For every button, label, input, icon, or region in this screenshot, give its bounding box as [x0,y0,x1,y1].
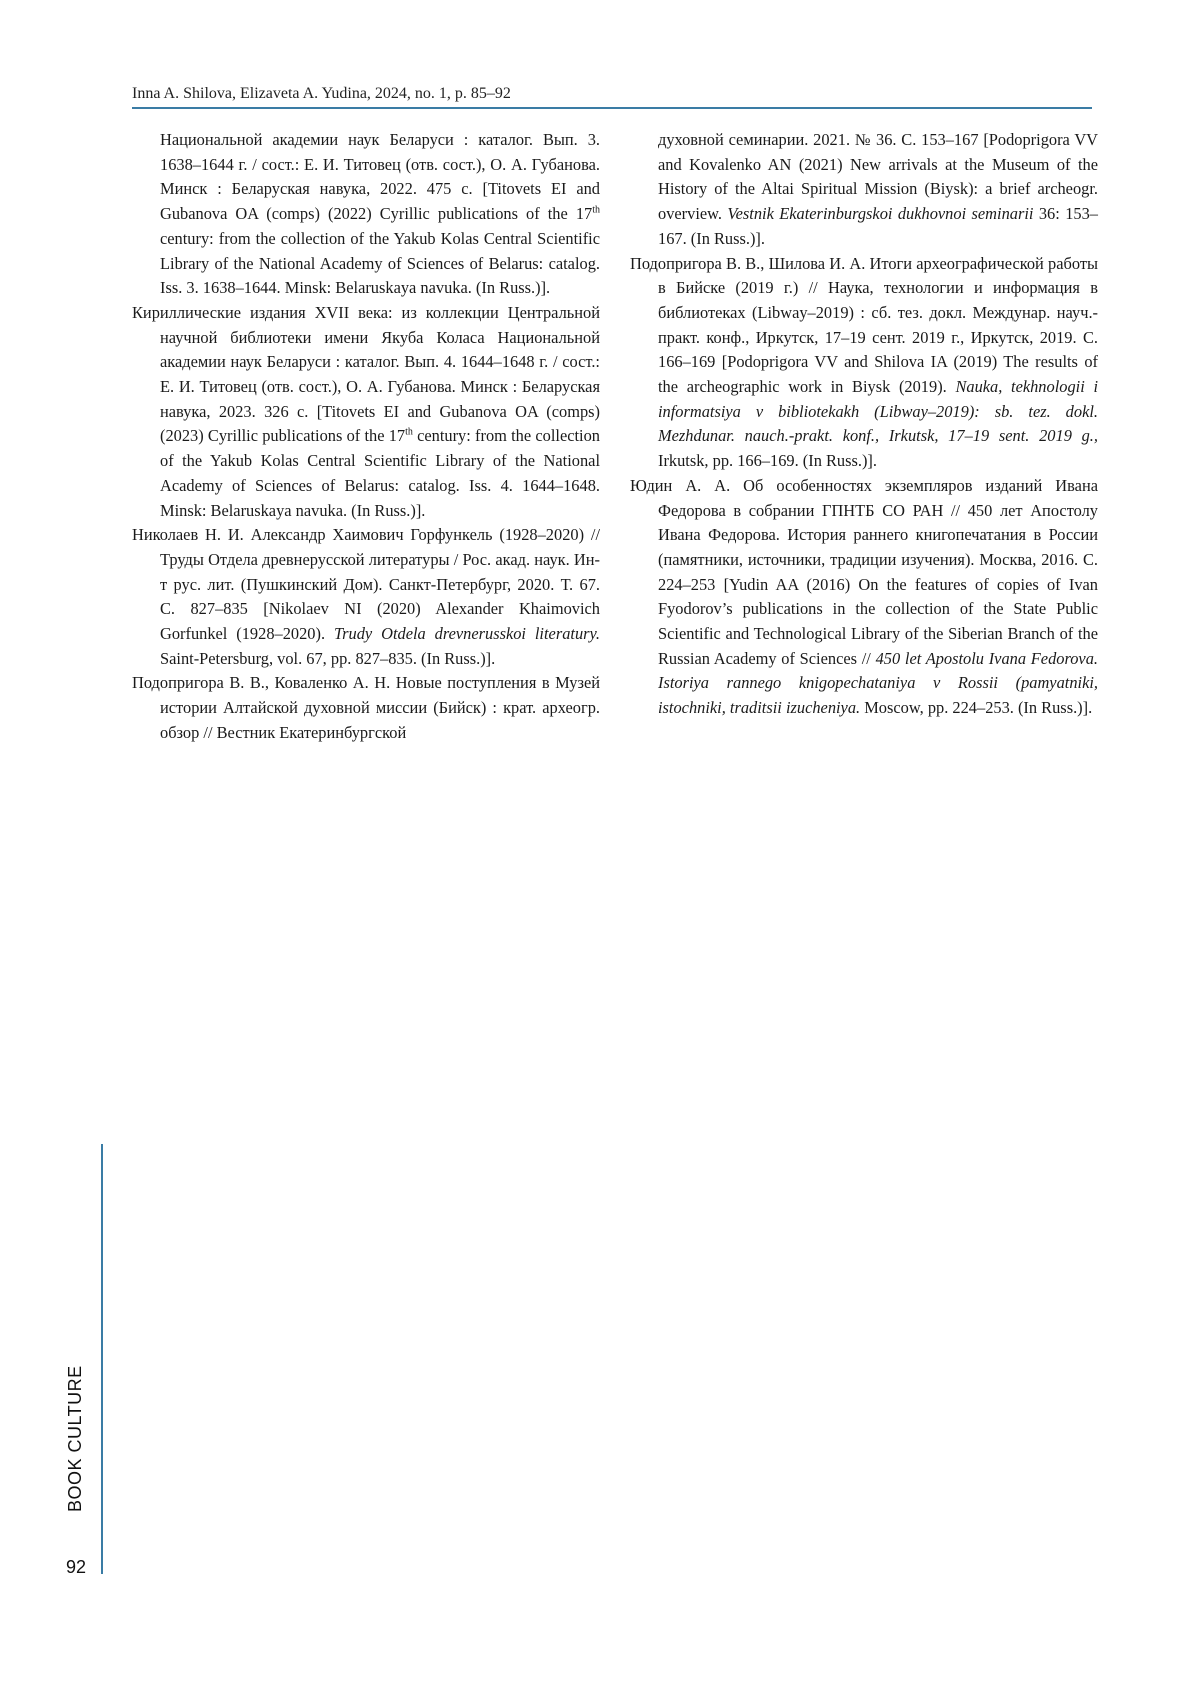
reference-italic-title: Nauka, tekhnologii i informatsiya v bibliotekakh (Libway–2019): sb. tez. dokl. Mezhdunar. nauch.-prakt. konf., Irkutsk, 17–19 sent. 2019 g., [658,377,1098,446]
superscript: th [405,426,413,438]
reference-text: century: from the collection of the Yakub Kolas Central Scientific Library of the National Academy of Sciences of Belarus: catalog. Iss. 3. 1638–1644. Minsk: Belaruskaya navuka. (In Russ.)]. [160,228,600,298]
references-column-left [132,128,600,746]
reference-text: century: from the collection of the Yakub Kolas Central Scientific Library of the National Academy of Sciences of Belarus: catalog. Iss. 4. 1644–1648. Minsk: Belaruskaya navuka. (In Russ.)]. [160,426,600,520]
reference-text: Николаев Н. И. Александр Хаимович Горфункель (1928–2020) // Труды Отдела древнерусской литературы / Рос. акад. наук. Ин-т рус. лит. (Пушкинский Дом). Санкт-Петербург, 2020. Т. 67. С. 827–835 [Nikolaev NI (2020) Alexander Khaimovich Gorfunkel (1928–2020). [132,525,600,644]
reference-item [132,301,600,523]
reference-text: Moscow, pp. 224–253. (In Russ.)]. [860,698,1093,718]
side-rule [101,1144,103,1574]
reference-item [630,474,1098,721]
running-head: Inna A. Shilova, Elizaveta A. Yudina, 2024, no. 1, p. 85–92 [132,85,511,102]
reference-item [132,523,600,671]
page-number: 92 [66,1557,87,1577]
reference-item [132,128,600,301]
header-rule [132,107,1092,109]
reference-text: Saint-Petersburg, vol. 67, pp. 827–835. (In Russ.)]. [160,648,496,668]
reference-text: Подопригора В. В., Шилова И. А. Итоги археографической работы в Бийске (2019 г.) // Наука, технологии и информация в библиотеках (Libway–2019) : сб. тез. докл. Междунар. науч.-практ. конф., Иркутск, 17–19 сент. 2019 г., Иркутск, 2019. С. 166–169 [Podoprigora VV and Shilova IA (2019) The results of the archeographic work in Biysk (2019). [630,253,1098,397]
reference-text: духовной семинарии. 2021. № 36. С. 153–167 [Podoprigora VV and Kovalenko AN (2021) New arrivals at the Museum of the History of the Altai Spiritual Mission (Biysk): a brief archeogr. overview. [658,130,1098,224]
reference-text: Кириллические издания XVII века: из коллекции Центральной научной библиотеки имени Якуба Коласа Национальной академии наук Беларуси : каталог. Вып. 4. 1644–1648 г. / сост.: Е. И. Титовец (отв. сост.), О. А. Губанова. Минск : Беларуская навука, 2023. 326 с. [Titovets EI and Gubanova OA (comps) (2023) Cyrillic publications of the 17 [132,302,600,446]
reference-text: Юдин А. А. Об особенностях экземпляров изданий Ивана Федорова в собрании ГПНТБ СО РАН // 450 лет Апостолу Ивана Федорова. История раннего книгопечатания в России (памятники, источники, традиции изучения). Москва, 2016. С. 224–253 [Yudin AA (2016) On the features of copies of Ivan Fyodorov’s publications in the collection of the State Public Scientific and Technological Library of the Siberian Branch of the Russian Academy of Sciences // [630,475,1098,668]
reference-text: Irkutsk, pp. 166–169. (In Russ.)]. [658,451,877,471]
reference-italic-title: 450 let Apostolu Ivana Fedorova. Istoriya rannego knigopechataniya v Rossii (pamyatniki, istochniki, traditsii izucheniya. [658,648,1098,718]
reference-item [630,252,1098,474]
reference-italic-title: Trudy Otdela drevnerusskoi literatury. [333,624,600,644]
reference-italic-title: Vestnik Ekaterinburgskoi dukhovnoi seminarii [727,204,1034,224]
reference-text: Национальной академии наук Беларуси : каталог. Вып. 3. 1638–1644 г. / сост.: Е. И. Титовец (отв. сост.), О. А. Губанова. Минск : Беларуская навука, 2022. 475 с. [Titovets EI and Gubanova OA (comps) (2022) Cyrillic publications of the 17 [160,130,600,224]
journal-side-label: BOOK CULTURE [65,1365,85,1512]
reference-item: Подопригора В. В., Коваленко А. Н. Новые поступления в Музей истории Алтайской духовной миссии (Бийск) : крат. археогр. обзор // Вестник Екатеринбургской [132,673,600,742]
superscript: th [592,204,600,216]
reference-item [630,128,1098,252]
references-column-right [630,128,1098,721]
reference-text: 36: 153–167. (In Russ.)]. [658,204,1098,248]
